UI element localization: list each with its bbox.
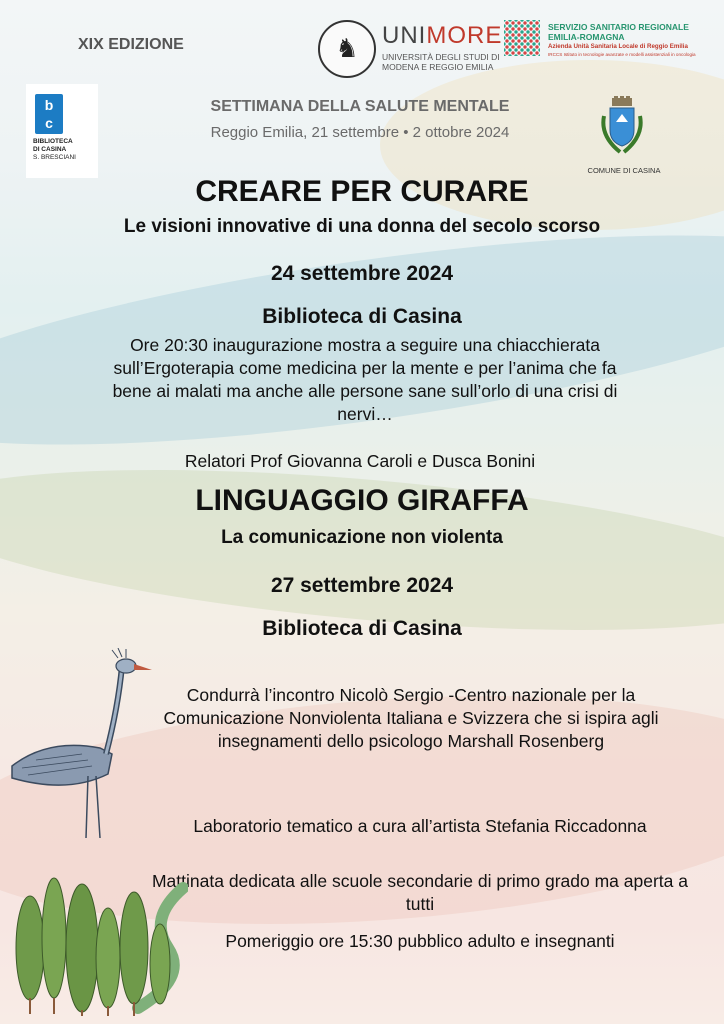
- unimore-name-a: UNI: [382, 22, 427, 49]
- comune-label: COMUNE DI CASINA: [587, 166, 661, 175]
- event2-afternoon: Pomeriggio ore 15:30 pubblico adulto e insegnanti: [225, 931, 615, 951]
- event2-place: Biblioteca di Casina: [262, 617, 462, 640]
- ssr-logo-text: [548, 22, 696, 58]
- unimore-logo: [382, 22, 502, 72]
- event1-title: CREARE PER CURARE: [195, 175, 529, 208]
- event1-date: 24 settembre 2024: [270, 262, 454, 285]
- event1-place: Biblioteca di Casina: [262, 305, 462, 328]
- edition-label: XIX EDIZIONE: [78, 36, 184, 53]
- event1-subtitle: Le visioni innovative di una donna del secolo scorso: [123, 216, 601, 237]
- event2-morning: Mattinata dedicata alle scuole secondarie di primo grado ma aperta a tutti: [151, 871, 688, 914]
- dot-grid-logo-icon: [504, 20, 540, 56]
- ssr-line: SERVIZIO SANITARIO REGIONALE: [548, 22, 689, 32]
- library-logo-card: [26, 84, 98, 178]
- event1-description: Ore 20:30 inaugurazione mostra a seguire una chiacchierata sull’Ergoterapia come medicina per la mente e per l’anima che fa bene ai malati ma anche alle persone sane sull’orlo di una crisi di nervi…: [112, 335, 618, 424]
- unimore-sub-line: MODENA E REGGIO EMILIA: [382, 62, 494, 72]
- unimore-name-b: MORE: [426, 22, 503, 49]
- event2-subtitle: La comunicazione non violenta: [221, 527, 503, 548]
- event2-date: 27 settembre 2024: [270, 574, 454, 597]
- ssr-line: Azienda Unità Sanitaria Locale di Reggio Emilia: [548, 43, 688, 50]
- university-seal-icon: ♞: [318, 20, 376, 78]
- week-dates: Reggio Emilia, 21 settembre • 2 ottobre 2024: [210, 124, 510, 141]
- library-logo-icon: b c: [35, 94, 63, 134]
- week-title: SETTIMANA DELLA SALUTE MENTALE: [210, 98, 510, 115]
- event2-host: Condurrà l’incontro Nicolò Sergio -Centro nazionale per la Comunicazione Nonviolenta Italiana e Svizzera che si ispira agli insegnamenti dello psicologo Marshall Rosenberg: [163, 685, 659, 751]
- heron-and-trees-illustration: [8, 648, 188, 1018]
- event2-title: LINGUAGGIO GIRAFFA: [195, 484, 529, 517]
- event2-workshop: Laboratorio tematico a cura all’artista Stefania Riccadonna: [193, 816, 647, 836]
- ssr-line: IRCCS Istituto in tecnologie avanzate e modelli assistenziali in oncologia: [548, 52, 696, 57]
- municipal-crest-icon: [598, 96, 646, 158]
- ssr-line: EMILIA-ROMAGNA: [548, 32, 625, 42]
- unimore-sub-line: UNIVERSITÀ DEGLI STUDI DI: [382, 52, 500, 62]
- library-name: BIBLIOTECA DI CASINA S. BRESCIANI: [33, 138, 76, 161]
- event1-speakers: Relatori Prof Giovanna Caroli e Dusca Bonini: [184, 451, 536, 471]
